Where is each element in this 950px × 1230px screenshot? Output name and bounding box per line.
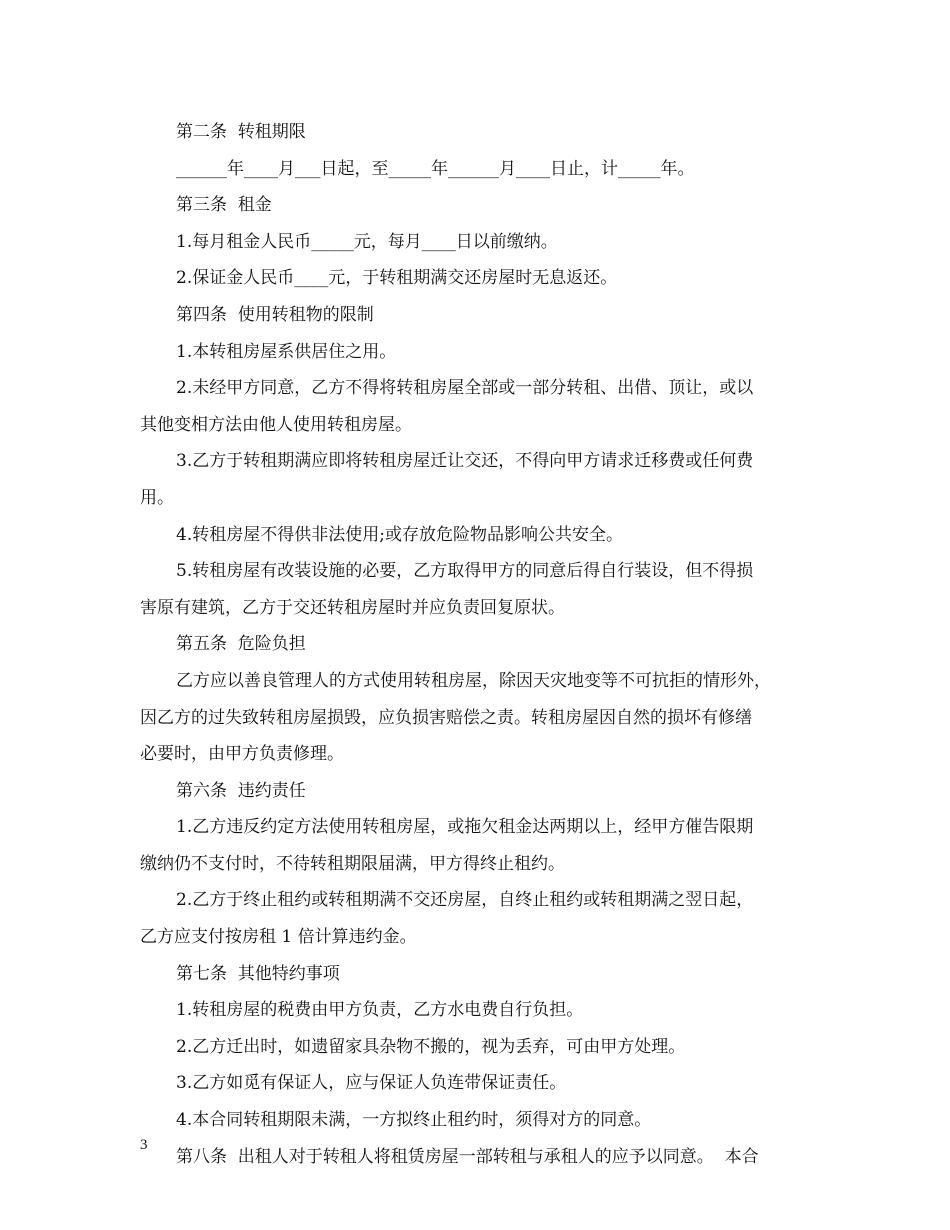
text-line: 2.保证金人民币____元，于转租期满交还房屋时无息返还。 — [176, 268, 618, 289]
text-line: 必要时，由甲方负责修理。 — [140, 744, 344, 765]
text-line: 害原有建筑，乙方于交还转租房屋时并应负责回复原状。 — [140, 597, 565, 618]
text-line: 1.本转租房屋系供居住之用。 — [176, 341, 397, 362]
text-line: 第五条 危险负担 — [176, 634, 306, 655]
text-line: 第八条 出租人对于转租人将租赁房屋一部转租与承租人的应予以同意。 本合 — [176, 1146, 759, 1167]
text-line: 3.乙方于转租期满应即将转租房屋迁让交还，不得向甲方请求迁移费或任何费 — [176, 451, 754, 472]
text-line: 第四条 使用转租物的限制 — [176, 304, 374, 325]
text-line: 乙方应以善良管理人的方式使用转租房屋，除因天灾地变等不可抗拒的情形外， — [176, 670, 771, 691]
text-line: 1.乙方违反约定方法使用转租房屋，或拖欠租金达两期以上，经甲方催告限期 — [176, 817, 754, 838]
text-line: 乙方应支付按房租 1 倍计算违约金。 — [140, 927, 417, 948]
text-line: 4.转租房屋不得供非法使用;或存放危险物品影响公共安全。 — [176, 524, 623, 545]
text-line: 4.本合同转租期限未满，一方拟终止租约时，须得对方的同意。 — [176, 1110, 652, 1131]
text-line: 第六条 违约责任 — [176, 780, 306, 801]
text-line: 第七条 其他特约事项 — [176, 963, 340, 984]
text-line: 缴纳仍不支付时，不待转租期限届满，甲方得终止租约。 — [140, 853, 565, 874]
text-line: ______年____月___日起，至_____年______月____日止，计_____年。 — [176, 158, 695, 179]
text-line: 用。 — [140, 487, 174, 508]
page-number: 3 — [140, 1137, 148, 1153]
text-line: 2.乙方迁出时，如遗留家具杂物不搬的，视为丢弃，可由甲方处理。 — [176, 1036, 686, 1057]
text-line: 2.乙方于终止租约或转租期满不交还房屋，自终止租约或转租期满之翌日起， — [176, 890, 754, 911]
text-line: 第二条 转租期限 — [176, 122, 306, 142]
document-body — [140, 114, 812, 1175]
text-line: 因乙方的过失致转租房屋损毁，应负损害赔偿之责。转租房屋因自然的损坏有修缮 — [140, 707, 752, 728]
text-line: 5.转租房屋有改装设施的必要，乙方取得甲方的同意后得自行装设，但不得损 — [176, 561, 754, 582]
text-line: 1.每月租金人民币_____元，每月____日以前缴纳。 — [176, 231, 558, 252]
text-line: 第三条 租金 — [176, 195, 272, 216]
text-line: 2.未经甲方同意，乙方不得将转租房屋全部或一部分转租、出借、顶让，或以 — [176, 378, 754, 399]
text-line: 3.乙方如觅有保证人，应与保证人负连带保证责任。 — [176, 1073, 567, 1094]
text-line: 1.转租房屋的税费由甲方负责，乙方水电费自行负担。 — [176, 1000, 584, 1021]
text-line: 其他变相方法由他人使用转租房屋。 — [140, 414, 412, 435]
